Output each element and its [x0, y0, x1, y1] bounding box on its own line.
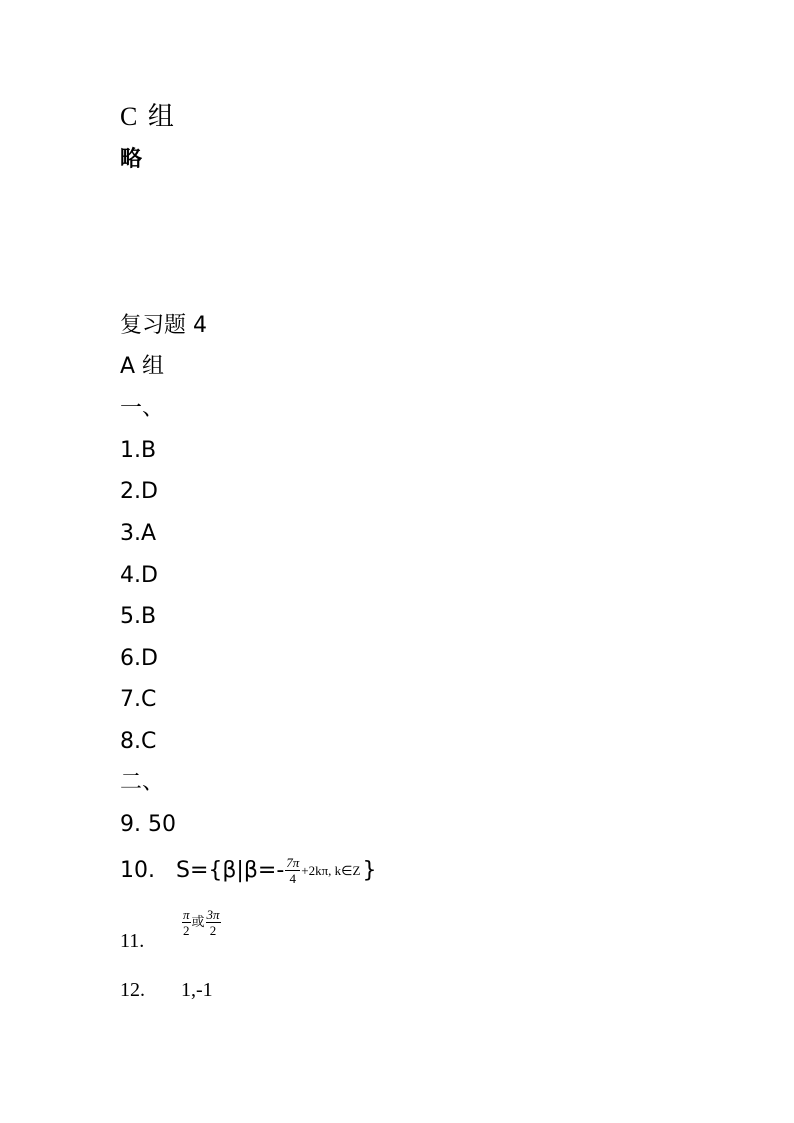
answer-10: [120, 856, 376, 885]
choice-answer: 5.B: [120, 604, 157, 629]
choice-answer: 1.B: [120, 438, 157, 463]
part-two-label: 二、: [120, 770, 165, 795]
part-one-label: 一、: [120, 396, 165, 421]
choice-answer: 3.A: [120, 521, 157, 546]
review-title: 复习题 4: [120, 313, 207, 338]
choice-answer: 7.C: [120, 687, 157, 712]
choice-answer: 8.C: [120, 729, 157, 754]
choice-answer: 6.D: [120, 646, 158, 671]
group-a-heading: A 组: [120, 354, 165, 379]
answer-11: [120, 907, 222, 952]
fraction-numerator: 7π: [286, 855, 300, 870]
choice-answer: 2.D: [120, 479, 158, 504]
section-c-heading: C 组: [120, 102, 176, 131]
section-c-body: 略: [120, 147, 143, 172]
answer-11-joiner: 或: [191, 915, 205, 930]
answer-10-prefix: S={β|β=-: [176, 857, 285, 883]
answer-11-fraction-2: [206, 908, 221, 937]
answer-10-number: 10.: [120, 857, 155, 883]
answer-11-number: 11.: [120, 930, 145, 952]
fraction-numerator: 3π: [206, 907, 220, 922]
answer-12-value: 1,-1: [181, 979, 213, 1001]
fraction-denominator: 2: [209, 923, 217, 938]
fraction-denominator: 4: [289, 871, 297, 886]
answer-11-fraction-1: [182, 908, 191, 937]
answer-10-tail: +2kπ, k∈Z: [301, 863, 361, 878]
answer-12-number: 12.: [120, 979, 145, 1001]
answer-10-close: }: [362, 857, 377, 883]
fraction-numerator: π: [183, 907, 190, 922]
answer-10-fraction: [285, 856, 300, 885]
answer-9: 9. 50: [120, 812, 176, 837]
answer-12: [120, 980, 213, 1000]
choice-answer: 4.D: [120, 563, 158, 588]
fraction-denominator: 2: [183, 923, 190, 938]
